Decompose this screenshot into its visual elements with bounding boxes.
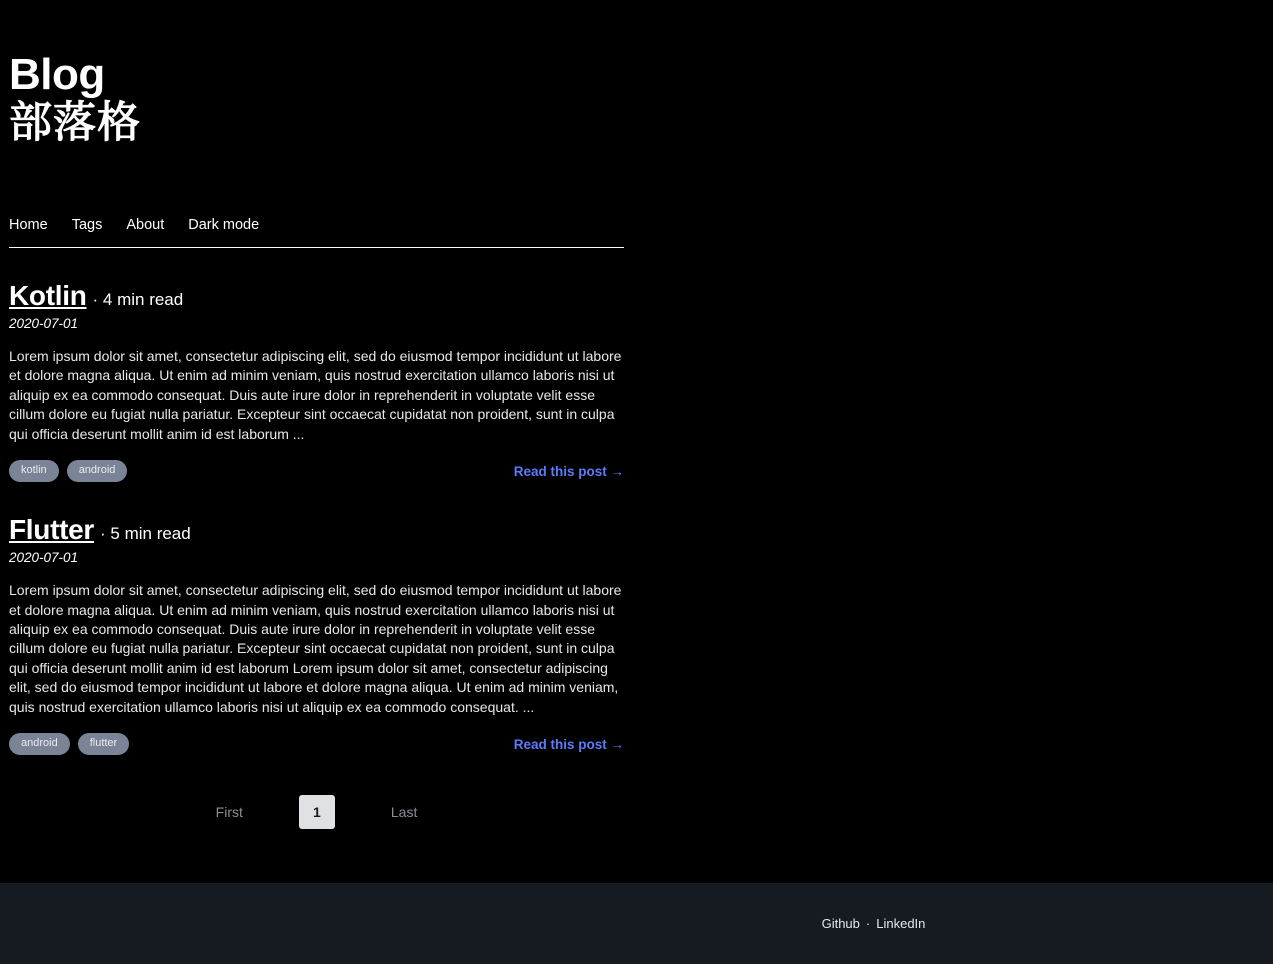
footer-link-github[interactable]: Github	[821, 916, 860, 931]
site-title-line2: 部落格	[9, 99, 141, 148]
read-post-link[interactable]: Read this post →	[513, 463, 624, 479]
post-item	[9, 280, 624, 482]
post-footer	[9, 460, 624, 482]
site-title	[9, 52, 624, 146]
post-read-time: · 4 min read	[92, 289, 184, 309]
post-footer	[9, 733, 624, 755]
post-item	[9, 514, 624, 755]
post-tag-list	[9, 460, 127, 482]
post-excerpt: Lorem ipsum dolor sit amet, consectetur adipiscing elit, sed do eiusmod tempor incididunt ut labore et dolore magna aliqua. Ut enim ad minim veniam, quis nostrud exercitation ullamco laboris nisi ut aliquip ex ea commodo consequat. Duis aute irure dolor in reprehenderit in voluptate velit esse cillum dolore eu fugiat nulla pariatur. Excepteur sint occaecat cupidatat non proident, sunt in culpa qui officia deserunt mollit anim id est laborum Lorem ipsum dolor sit amet, consectetur adipiscing elit, sed do eiusmod tempor incididunt ut labore et dolore magna aliqua. Ut enim ad minim veniam, quis nostrud exercitation ullamco laboris nisi ut aliquip ex ea commodo consequat. ...	[9, 582, 622, 715]
post-title[interactable]: Flutter	[9, 514, 95, 546]
site-title-line1: Blog	[9, 50, 105, 99]
post-title[interactable]: Kotlin	[9, 279, 87, 311]
nav-item-home[interactable]: Home	[9, 217, 48, 234]
content-container	[9, 0, 624, 829]
tag-chip[interactable]: flutter	[78, 733, 130, 755]
pagination-first[interactable]: First	[215, 804, 243, 821]
nav-item-dark-mode[interactable]: Dark mode	[188, 217, 260, 234]
footer-separator: ·	[865, 916, 871, 931]
read-post-link[interactable]: Read this post →	[513, 736, 624, 752]
pagination-page-1[interactable]: 1	[299, 795, 335, 829]
main-navigation	[9, 218, 624, 248]
pagination-last[interactable]: Last	[390, 804, 418, 821]
post-header	[9, 514, 624, 546]
post-read-time: · 5 min read	[100, 524, 191, 544]
pagination	[9, 795, 624, 829]
footer-link-linkedin[interactable]: LinkedIn	[876, 916, 926, 931]
site-footer	[0, 883, 1273, 964]
footer-links	[822, 916, 926, 931]
post-excerpt: Lorem ipsum dolor sit amet, consectetur adipiscing elit, sed do eiusmod tempor incididunt ut labore et dolore magna aliqua. Ut enim ad minim veniam, quis nostrud exercitation ullamco laboris nisi ut aliquip ex ea commodo consequat. Duis aute irure dolor in reprehenderit in voluptate velit esse cillum dolore eu fugiat nulla pariatur. Excepteur sint occaecat cupidatat non proident, sunt in culpa qui officia deserunt mollit anim id est laborum ...	[9, 347, 622, 442]
nav-item-tags[interactable]: Tags	[71, 217, 103, 234]
post-tag-list	[9, 733, 129, 755]
tag-chip[interactable]: kotlin	[9, 460, 59, 482]
tag-chip[interactable]: android	[9, 733, 70, 755]
post-date: 2020-07-01	[9, 550, 79, 566]
post-date: 2020-07-01	[9, 315, 79, 331]
nav-item-about[interactable]: About	[126, 217, 165, 234]
tag-chip[interactable]: android	[67, 460, 128, 482]
post-header	[9, 280, 624, 312]
